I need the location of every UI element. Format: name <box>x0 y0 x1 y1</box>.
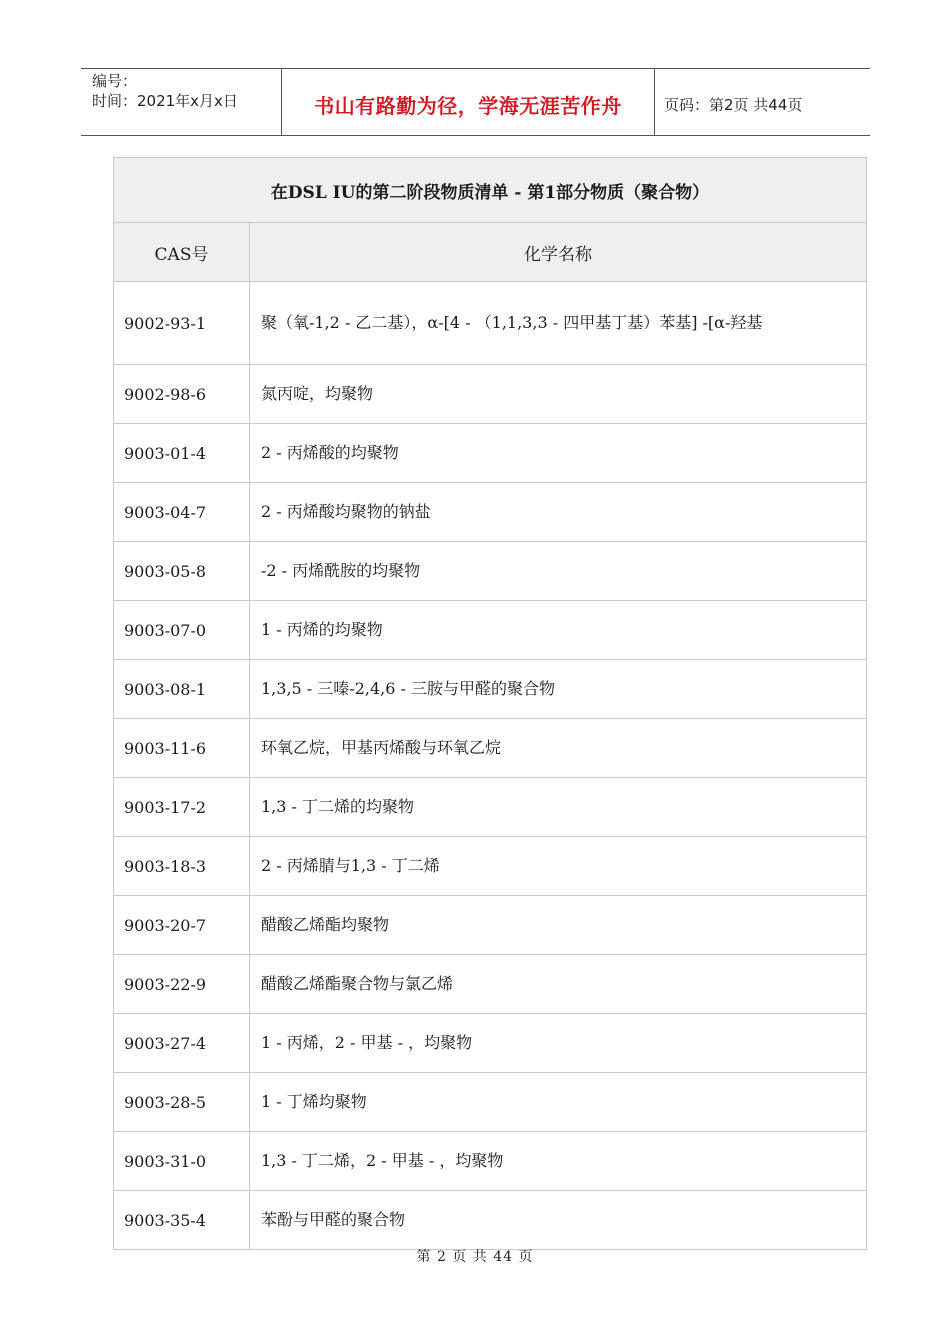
number-label: 编号： <box>92 72 138 90</box>
name-cell: 1 - 丙烯，2 - 甲基 - ，均聚物 <box>250 1014 867 1073</box>
name-cell: 醋酸乙烯酯均聚物 <box>250 896 867 955</box>
substance-table <box>113 157 867 1250</box>
table-row <box>114 1014 867 1073</box>
cas-cell: 9003-01-4 <box>114 424 250 483</box>
name-cell: 聚（氧-1,2 - 乙二基），α-[4 - （1,1,3,3 - 四甲基丁基）苯基] -[α-羟基 <box>250 282 867 365</box>
table-row <box>114 365 867 424</box>
header-page-info: 页码：第2页 共44页 <box>664 96 803 114</box>
table-row <box>114 955 867 1014</box>
table-title: 在DSL IU的第二阶段物质清单 - 第1部分物质（聚合物） <box>114 158 867 223</box>
table-header-row <box>114 223 867 282</box>
cas-cell: 9003-35-4 <box>114 1191 250 1250</box>
cas-cell: 9003-08-1 <box>114 660 250 719</box>
page-footer: 第 2 页 共 44 页 <box>416 1249 534 1265</box>
name-cell: 2 - 丙烯腈与1,3 - 丁二烯 <box>250 837 867 896</box>
table-row <box>114 542 867 601</box>
table-row <box>114 719 867 778</box>
name-cell: 2 - 丙烯酸的均聚物 <box>250 424 867 483</box>
name-cell: 氮丙啶，均聚物 <box>250 365 867 424</box>
cas-cell: 9003-28-5 <box>114 1073 250 1132</box>
cas-cell: 9002-98-6 <box>114 365 250 424</box>
table-row <box>114 778 867 837</box>
header-meta <box>92 71 238 111</box>
name-cell: 2 - 丙烯酸均聚物的钠盐 <box>250 483 867 542</box>
cas-cell: 9003-22-9 <box>114 955 250 1014</box>
table-row <box>114 1191 867 1250</box>
table-row <box>114 282 867 365</box>
date-label: 时间：2021年x月x日 <box>92 92 238 110</box>
table-title-row <box>114 158 867 223</box>
header-top-rule <box>81 68 870 69</box>
name-cell: -2 - 丙烯酰胺的均聚物 <box>250 542 867 601</box>
name-cell: 1,3 - 丁二烯的均聚物 <box>250 778 867 837</box>
name-cell: 1 - 丙烯的均聚物 <box>250 601 867 660</box>
header-bottom-rule <box>81 135 870 136</box>
column-header-name: 化学名称 <box>250 223 867 282</box>
header-motto: 书山有路勤为径，学海无涯苦作舟 <box>314 94 622 118</box>
table-row <box>114 1073 867 1132</box>
cas-cell: 9003-04-7 <box>114 483 250 542</box>
header-divider <box>654 68 655 136</box>
table-row <box>114 601 867 660</box>
name-cell: 1 - 丁烯均聚物 <box>250 1073 867 1132</box>
cas-cell: 9003-20-7 <box>114 896 250 955</box>
table-row <box>114 424 867 483</box>
table-row <box>114 483 867 542</box>
table-row <box>114 896 867 955</box>
table-row <box>114 1132 867 1191</box>
cas-cell: 9003-18-3 <box>114 837 250 896</box>
cas-cell: 9003-27-4 <box>114 1014 250 1073</box>
name-cell: 醋酸乙烯酯聚合物与氯乙烯 <box>250 955 867 1014</box>
name-cell: 1,3 - 丁二烯，2 - 甲基 - ，均聚物 <box>250 1132 867 1191</box>
name-cell: 1,3,5 - 三嗪-2,4,6 - 三胺与甲醛的聚合物 <box>250 660 867 719</box>
cas-cell: 9003-05-8 <box>114 542 250 601</box>
table-row <box>114 837 867 896</box>
cas-cell: 9003-11-6 <box>114 719 250 778</box>
column-header-cas: CAS号 <box>114 223 250 282</box>
name-cell: 苯酚与甲醛的聚合物 <box>250 1191 867 1250</box>
cas-cell: 9003-31-0 <box>114 1132 250 1191</box>
cas-cell: 9003-17-2 <box>114 778 250 837</box>
table-row <box>114 660 867 719</box>
cas-cell: 9002-93-1 <box>114 282 250 365</box>
cas-cell: 9003-07-0 <box>114 601 250 660</box>
name-cell: 环氧乙烷，甲基丙烯酸与环氧乙烷 <box>250 719 867 778</box>
